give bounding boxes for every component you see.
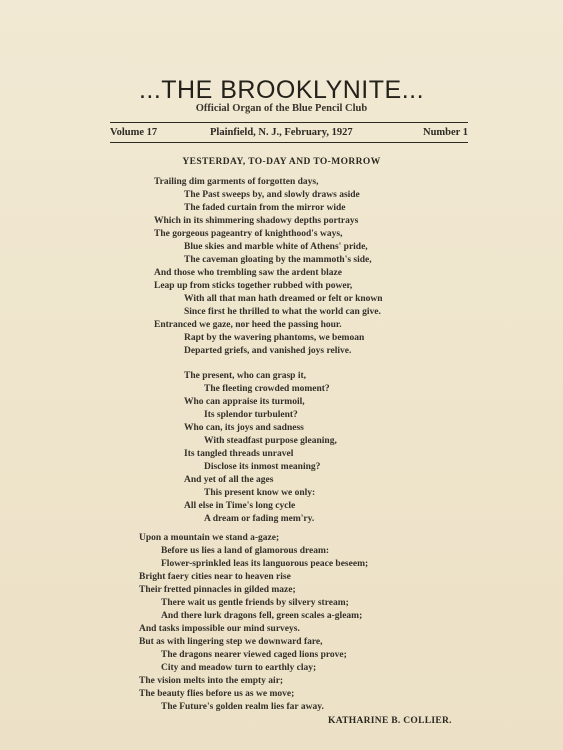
poem-line: The faded curtain from the mirror wide <box>184 203 346 213</box>
issue-info-row <box>110 127 468 140</box>
poem-line: With all that man hath dreamed or felt or known <box>184 294 383 304</box>
poem-line: Which in its shimmering shadowy depths portrays <box>154 216 359 226</box>
masthead-subtitle: Official Organ of the Blue Pencil Club <box>195 103 368 114</box>
poem-line: Their fretted pinnacles in gilded maze; <box>139 585 296 595</box>
place-date-label: Plainfield, N. J., February, 1927 <box>210 127 353 138</box>
poem-line: There wait us gentle friends by silvery stream; <box>161 598 349 608</box>
poem-line: Upon a mountain we stand a-gaze; <box>139 533 280 543</box>
poem-line: The Past sweeps by, and slowly draws aside <box>184 190 360 200</box>
poem-line: The fleeting crowded moment? <box>204 384 330 394</box>
poem-line: The vision melts into the empty air; <box>139 676 284 686</box>
masthead-title: ...THE BROOKLYNITE... <box>138 76 425 104</box>
poem-line: And tasks impossible our mind surveys. <box>139 624 300 634</box>
poem-line: But as with lingering step we downward fare, <box>139 637 323 647</box>
poem-line: All else in Time's long cycle <box>184 501 296 511</box>
poem-title: YESTERDAY, TO-DAY AND TO-MORROW <box>182 157 381 167</box>
poem-line: Its tangled threads unravel <box>184 449 294 459</box>
volume-label: Volume 17 <box>110 127 158 138</box>
poem-line: City and meadow turn to earthly clay; <box>161 663 317 673</box>
author-signature: KATHARINE B. COLLIER. <box>328 716 452 726</box>
number-label: Number 1 <box>422 127 468 138</box>
poem-line: The Future's golden realm lies far away. <box>161 702 324 712</box>
poem-line: The beauty flies before us as we move; <box>139 689 295 699</box>
poem-line: The caveman gloating by the mammoth's side, <box>184 255 372 265</box>
poem-line: Flower-sprinkled leas its languorous peace beseem; <box>161 559 369 569</box>
poem-line: Departed griefs, and vanished joys relive. <box>184 346 352 356</box>
poem-line: Who can, its joys and sadness <box>184 423 304 433</box>
poem-line: Since first he thrilled to what the world can give. <box>184 307 381 317</box>
poem-line: Entranced we gaze, nor heed the passing hour. <box>154 320 342 330</box>
poem-line: Trailing dim garments of forgotten days, <box>154 177 319 187</box>
poem-line: Rapt by the wavering phantoms, we bemoan <box>184 333 365 343</box>
poem-line: And there lurk dragons fell, green scales a-gleam; <box>161 611 363 621</box>
poem-line: Before us lies a land of glamorous dream: <box>161 546 330 556</box>
poem-line: Who can appraise its turmoil, <box>184 397 305 407</box>
poem-line: The gorgeous pageantry of knighthood's ways, <box>154 229 343 239</box>
poem-line: A dream or fading mem'ry. <box>204 514 315 524</box>
poem-line: Leap up from sticks together rubbed with power, <box>154 281 353 291</box>
poem-line: Disclose its inmost meaning? <box>204 462 321 472</box>
poem-line: This present know we only: <box>204 488 316 498</box>
poem-line: And yet of all the ages <box>184 475 274 485</box>
poem-line: Bright faery cities near to heaven rise <box>139 572 291 582</box>
poem-line: The present, who can grasp it, <box>184 371 307 381</box>
bottom-rule <box>110 142 468 143</box>
poem-line: Its splendor turbulent? <box>204 410 298 420</box>
poem-line: Blue skies and marble white of Athens' pride, <box>184 242 368 252</box>
poem-line: With steadfast purpose gleaning, <box>204 436 337 446</box>
poem-line: And those who trembling saw the ardent blaze <box>154 268 342 278</box>
poem-line: The dragons nearer viewed caged lions prove; <box>161 650 347 660</box>
top-rule <box>110 122 468 123</box>
